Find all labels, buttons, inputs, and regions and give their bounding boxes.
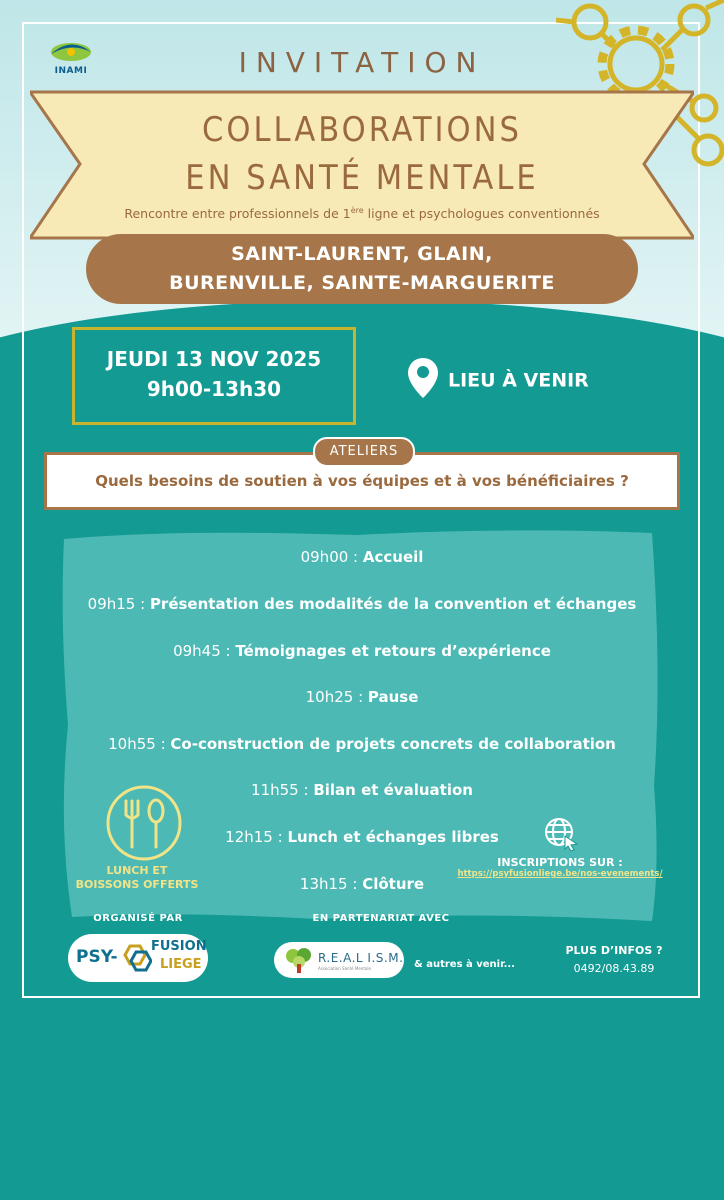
invitation-heading: INVITATION: [238, 46, 486, 79]
plate-cutlery-icon: [104, 783, 184, 863]
schedule-item: 12h15 : Lunch et échanges libres: [225, 828, 499, 846]
registration-label: INSCRIPTIONS SUR :: [497, 856, 623, 869]
schedule-item: 13h15 : Clôture: [299, 875, 425, 893]
place-line-2: BURENVILLE, SAINTE-MARGUERITE: [169, 272, 555, 294]
psy-fusion-liege-logo: [68, 934, 208, 982]
real-ism-text: R.E.A.L I.S.M.: [318, 951, 404, 965]
psy-logo-text: PSY-: [76, 947, 118, 967]
liege-logo-text: LIEGE: [160, 957, 202, 972]
ateliers-badge: ATELIERS: [313, 437, 415, 467]
event-time: 9h00-13h30: [146, 377, 282, 401]
globe-click-icon: [543, 816, 579, 852]
real-ism-subtext: Association Santé Mentale: [318, 966, 371, 971]
registration-link[interactable]: https://psyfusionliege.be/nos-evenements/: [457, 869, 663, 879]
subtitle: Rencontre entre professionnels de 1ère ligne et psychologues conventionnés: [124, 206, 600, 222]
location-text: LIEU À VENIR: [448, 369, 589, 392]
lunch-line-2: BOISSONS OFFERTS: [75, 878, 199, 891]
event-date: JEUDI 13 NOV 2025: [106, 347, 322, 371]
location-neighbourhoods: [86, 234, 638, 304]
real-ism-tree-icon: [284, 947, 314, 973]
schedule-item: 09h00 : Accueil: [300, 548, 424, 566]
place-line-1: SAINT-LAURENT, GLAIN,: [231, 243, 493, 265]
others-to-come: & autres à venir...: [414, 959, 515, 970]
workshop-question: Quels besoins de soutien à vos équipes et à vos bénéficiaires ?: [44, 452, 680, 510]
title-line-2: EN SANTÉ MENTALE: [185, 158, 539, 198]
event-location: [406, 356, 589, 405]
lunch-offered: [66, 864, 208, 892]
real-ism-logo: [274, 942, 404, 978]
hexagon-link-icon: [122, 944, 152, 972]
schedule-item: 09h45 : Témoignages et retours d’expérience: [173, 642, 551, 660]
schedule-item: 10h25 : Pause: [305, 688, 419, 706]
schedule-item: 09h15 : Présentation des modalités de la convention et échanges: [87, 595, 637, 613]
schedule-item: 11h55 : Bilan et évaluation: [251, 781, 473, 799]
partnership-label: EN PARTENARIAT AVEC: [312, 913, 450, 924]
organised-by-label: ORGANISÉ PAR: [93, 913, 183, 924]
inami-label: INAMI: [54, 66, 88, 76]
more-info-label: PLUS D’INFOS ?: [565, 944, 663, 957]
lunch-line-1: LUNCH ET: [106, 864, 168, 877]
fusion-logo-text: FUSION: [151, 939, 207, 954]
title-line-1: COLLABORATIONS: [202, 110, 522, 150]
schedule-item: 10h55 : Co-construction de projets concrets de collaboration: [108, 735, 616, 753]
phone-number[interactable]: 0492/08.43.89: [573, 962, 655, 975]
map-pin-icon: [406, 356, 440, 405]
date-time-box: [72, 327, 356, 425]
